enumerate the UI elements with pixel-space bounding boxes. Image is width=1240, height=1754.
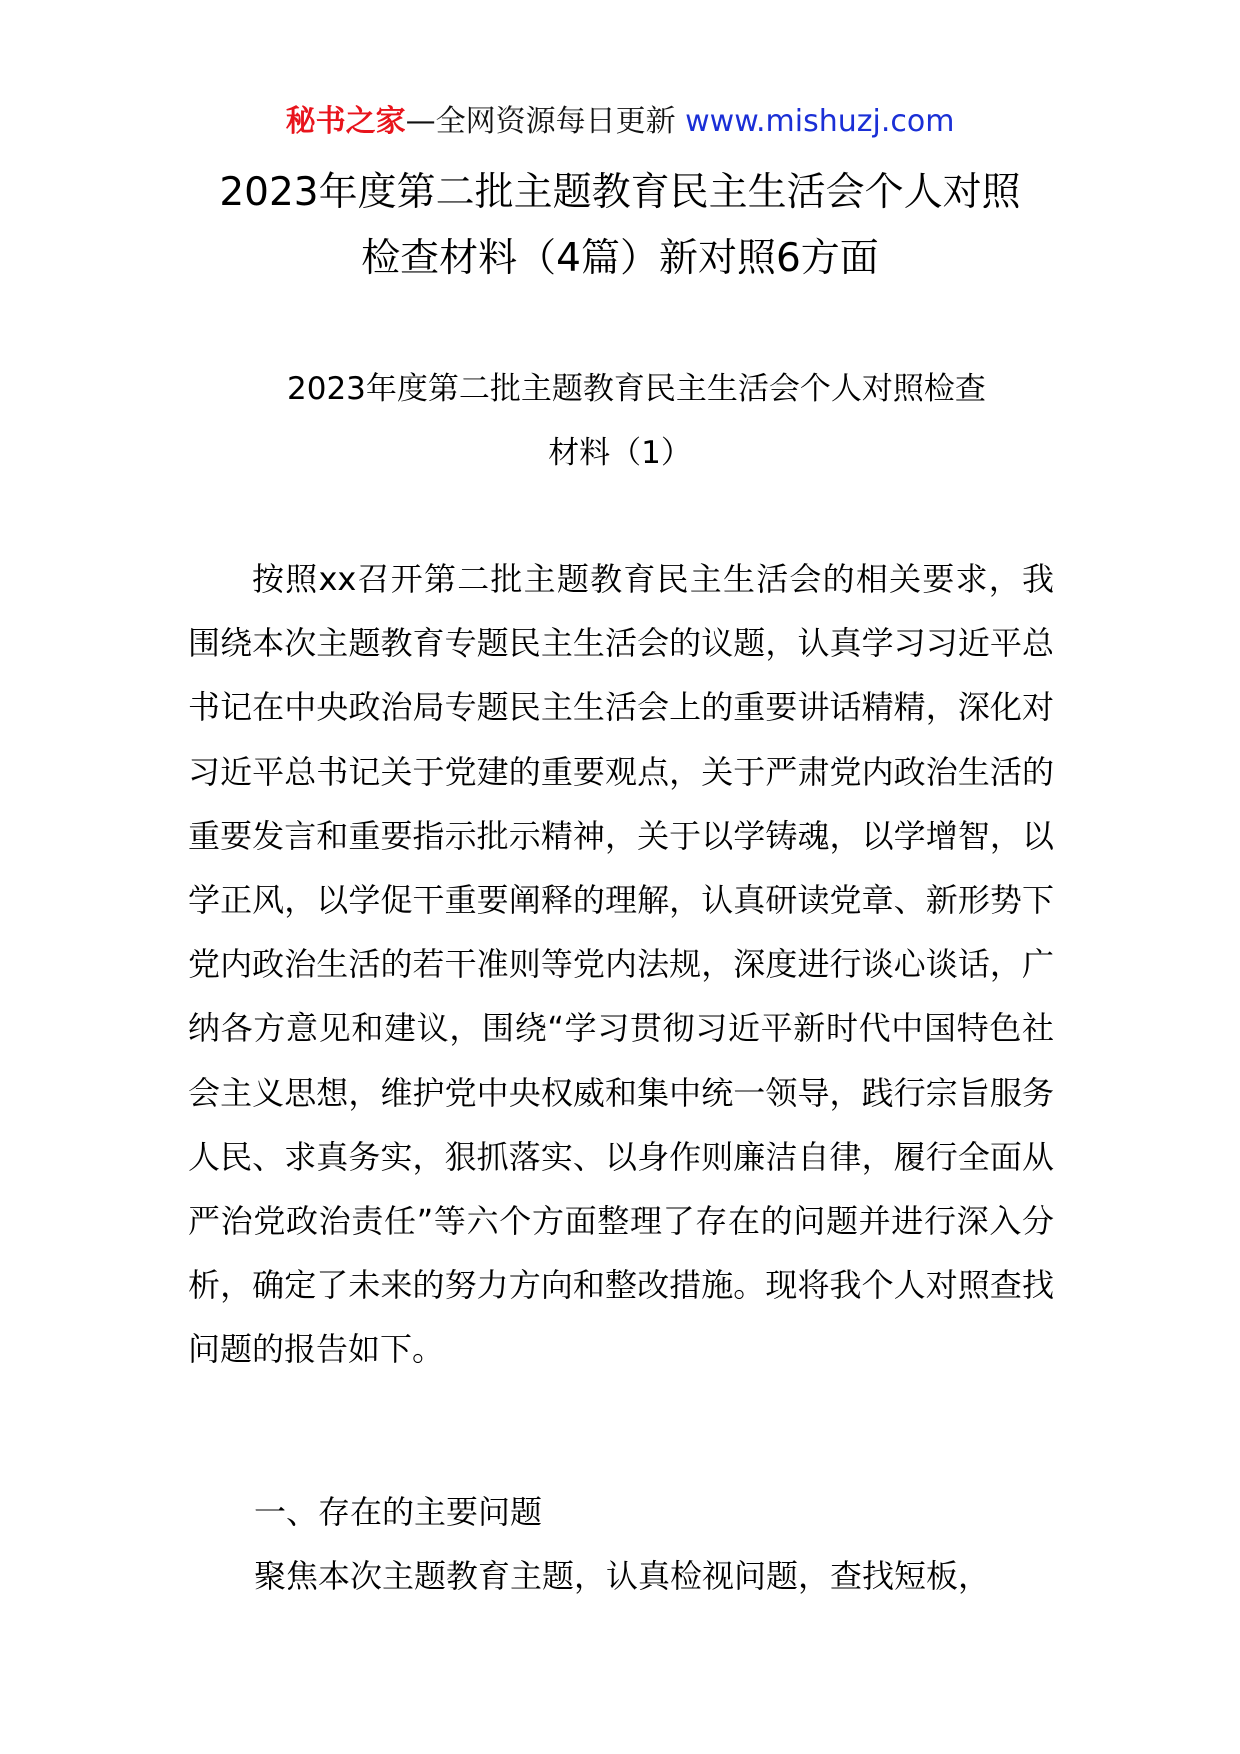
banner-website-link[interactable]: www.mishuzj.com (685, 104, 955, 139)
document-title (170, 160, 1070, 292)
document-subtitle-line-1: 2023年度第二批主题教育民主生活会个人对照检查 (287, 371, 986, 407)
banner-slogan: —全网资源每日更新 (405, 104, 686, 139)
document-title-line-2: 检查材料（4篇）新对照6方面 (361, 236, 879, 281)
document-title-line-1: 2023年度第二批主题教育民主生活会个人对照 (219, 170, 1021, 215)
site-banner (0, 100, 1240, 144)
document-subtitle (170, 357, 1070, 485)
intro-paragraph: 按照xx召开第二批主题教育民主生活会的相关要求，我围绕本次主题教育专题民主生活会的议题，认真学习习近平总书记在中央政治局专题民主生活会上的重要讲话精精，深化对习近平总书记关于党建的重要观点，关于严肃党内政治生活的重要发言和重要指示批示精神，关于以学铸魂，以学增智，以学正风，以学促干重要阐释的理解，认真研读党章、新形势下党内政治生活的若干准则等党内法规，深度进行谈心谈话，广纳各方意见和建议，围绕“学习贯彻习近平新时代中国特色社会主义思想，维护党中央权威和集中统一领导，践行宗旨服务人民、求真务实，狠抓落实、以身作则廉洁自律，履行全面从严治党政治责任”等六个方面整理了存在的问题并进行深入分析，确定了未来的努力方向和整改措施。现将我个人对照查找问题的报告如下。 (188, 560, 1054, 1369)
section-paragraph-start: 聚焦本次主题教育主题，认真检视问题，查找短板， (254, 1557, 991, 1595)
section-heading: 一、存在的主要问题 (254, 1493, 543, 1531)
document-subtitle-line-2: 材料（1） (548, 435, 692, 471)
banner-brand: 秘书之家 (285, 104, 406, 139)
